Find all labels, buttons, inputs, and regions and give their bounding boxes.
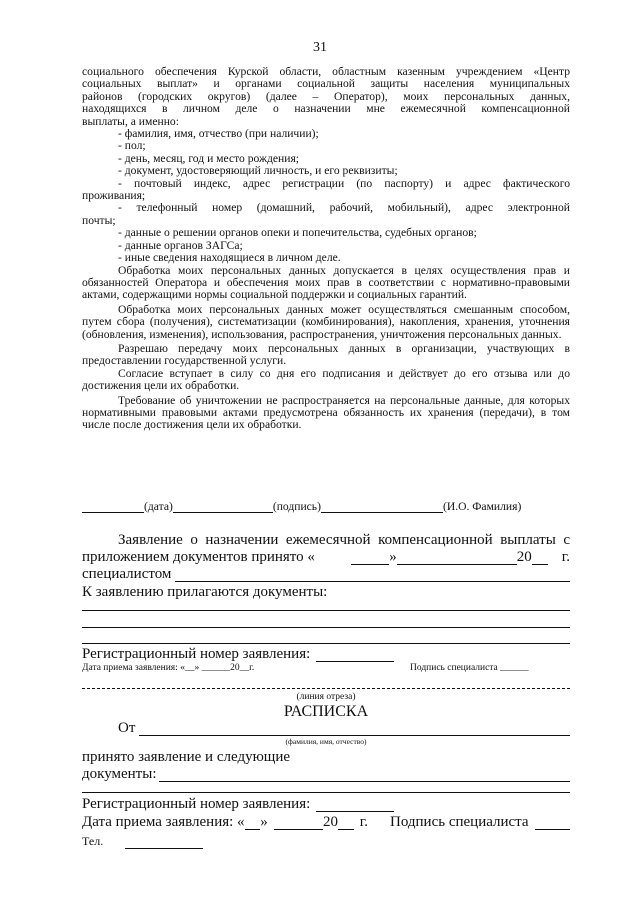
from-caption: (фамилия, имя, отчество)	[285, 737, 367, 746]
receipt-year-blank[interactable]	[338, 815, 354, 830]
consent-list-item: - пол;	[118, 139, 146, 153]
acceptance-accepted-label: приложением документов принято «	[82, 549, 315, 565]
signature-row	[82, 500, 570, 513]
consent-paragraph: Обработка моих персональных данных может осуществляться смешанным способом, путем сбора (получения), систематизации (комбинирования), накопления, хранения, уточнения (обновления, изменения), использования, распространения, уничтожения персональных данных.	[82, 302, 570, 341]
receipt-month-blank[interactable]	[274, 815, 323, 830]
documents-blank[interactable]	[159, 767, 571, 782]
documents-line[interactable]	[82, 792, 570, 793]
receipt-date-label: Дата приема заявления: «	[82, 814, 245, 830]
consent-paragraph: Согласие вступает в силу со дня его подписания и действует до его отзыва или до достижения цели их обработки.	[82, 366, 570, 393]
phone-blank[interactable]	[125, 836, 203, 849]
consent-paragraph: Разрешаю передачу моих персональных данных в организации, участвующих в предоставлении государственной услуги.	[82, 341, 570, 368]
year-suffix: г.	[561, 549, 570, 565]
receipt-line-1: принято заявление и следующие	[82, 749, 291, 765]
date-caption: (дата)	[144, 500, 173, 513]
date-received-small: Дата приема заявления: «__» ______20__г.	[82, 663, 255, 673]
receipt-line-2	[82, 766, 570, 782]
from-blank[interactable]	[139, 721, 570, 736]
cut-line-caption: (линия отреза)	[296, 692, 356, 702]
receipt-quote-close: »	[260, 814, 268, 830]
consent-line: районов (городских округов) (далее – Оператор), моих персональных данных,	[82, 89, 570, 103]
receipt-registration-row	[82, 796, 570, 812]
consent-list-item: - иные сведения находящиеся в личном деле.	[118, 251, 341, 265]
attached-documents-line[interactable]	[82, 643, 570, 644]
from-label: От	[118, 720, 136, 736]
consent-paragraph: Обработка моих персональных данных допускается в целях осуществления прав и обязанностей Оператора и обеспечения моих прав в соответствии с нормативно-правовыми актами, содержащими нормы социальной поддержки и социальных гарантий.	[82, 263, 570, 302]
documents-label: документы:	[82, 766, 157, 782]
registration-number-blank[interactable]	[316, 647, 394, 662]
consent-list-item: - данные органов ЗАГСа;	[118, 238, 243, 252]
day-blank[interactable]	[351, 550, 389, 565]
consent-line: находящихся в личном деле о назначении мне ежемесячной компенсационной	[82, 102, 570, 116]
year-prefix: 20	[516, 549, 532, 565]
registration-number-label: Регистрационный номер заявления:	[82, 646, 311, 662]
consent-list-item: - данные о решении органов опеки и попечительства, судебных органов;	[118, 226, 477, 240]
acceptance-line-3	[82, 566, 570, 582]
receipt-specialist-blank[interactable]	[535, 815, 570, 830]
receipt-day-blank[interactable]	[245, 815, 261, 830]
page-number: 31	[313, 40, 327, 55]
receipt-year-prefix: 20	[323, 814, 339, 830]
receipt-registration-blank[interactable]	[316, 797, 394, 812]
year-blank[interactable]	[532, 550, 548, 565]
attached-documents-line[interactable]	[82, 627, 570, 628]
receipt-specialist-label: Подпись специалиста	[389, 814, 529, 830]
receipt-title: РАСПИСКА	[283, 703, 369, 720]
consent-line: выплаты, а именно:	[82, 114, 179, 128]
cut-line	[82, 688, 570, 689]
name-blank[interactable]	[321, 500, 443, 513]
registration-number-row	[82, 646, 570, 662]
consent-line: социальных выплат» и органами социальной защиты населения муниципальных	[82, 77, 570, 91]
consent-line: социального обеспечения Курской области, областным казенным учреждением «Центр	[82, 65, 570, 78]
consent-list-item: проживания;	[82, 189, 146, 203]
acceptance-line-1: Заявление о назначении ежемесячной компенсационной выплаты с	[118, 532, 570, 548]
receipt-registration-label: Регистрационный номер заявления:	[82, 796, 311, 812]
acceptance-line-2	[82, 549, 570, 565]
specialist-signature-small: Подпись специалиста ______	[410, 663, 529, 673]
consent-list-item: - почтовый индекс, адрес регистрации (по паспорту) и адрес фактического	[118, 176, 570, 190]
signature-blank[interactable]	[173, 500, 273, 513]
consent-list-item: - телефонный номер (домашний, рабочий, мобильный), адрес электронной	[118, 201, 570, 215]
quote-close: »	[389, 549, 397, 565]
attached-documents-line[interactable]	[82, 610, 570, 611]
month-blank[interactable]	[397, 550, 517, 565]
phone-row	[82, 834, 203, 849]
date-blank[interactable]	[82, 500, 144, 513]
consent-list-item: почты;	[82, 213, 116, 227]
consent-paragraph: Требование об уничтожении не распространяется на персональные данные, для которых нормативными правовыми актами предусмотрена обязанность их хранения (передачи), в том числе после достижения цели их обработки.	[82, 393, 570, 432]
consent-text	[82, 66, 570, 432]
receipt-year-suffix: г.	[359, 814, 368, 830]
name-caption: (И.О. Фамилия)	[442, 500, 522, 513]
signature-caption: (подпись)	[272, 500, 321, 513]
consent-list-item: - документ, удостоверяющий личность, и его реквизиты;	[118, 164, 398, 178]
receipt-date-row	[82, 814, 570, 830]
attached-documents-label: К заявлению прилагаются документы:	[82, 584, 328, 600]
consent-list-item: - день, месяц, год и место рождения;	[118, 151, 300, 165]
receipt-from-row	[118, 720, 570, 736]
phone-label: Тел.	[82, 834, 104, 848]
specialist-blank[interactable]	[175, 567, 570, 582]
consent-list-item: - фамилия, имя, отчество (при наличии);	[118, 127, 319, 141]
specialist-label: специалистом	[82, 566, 172, 582]
